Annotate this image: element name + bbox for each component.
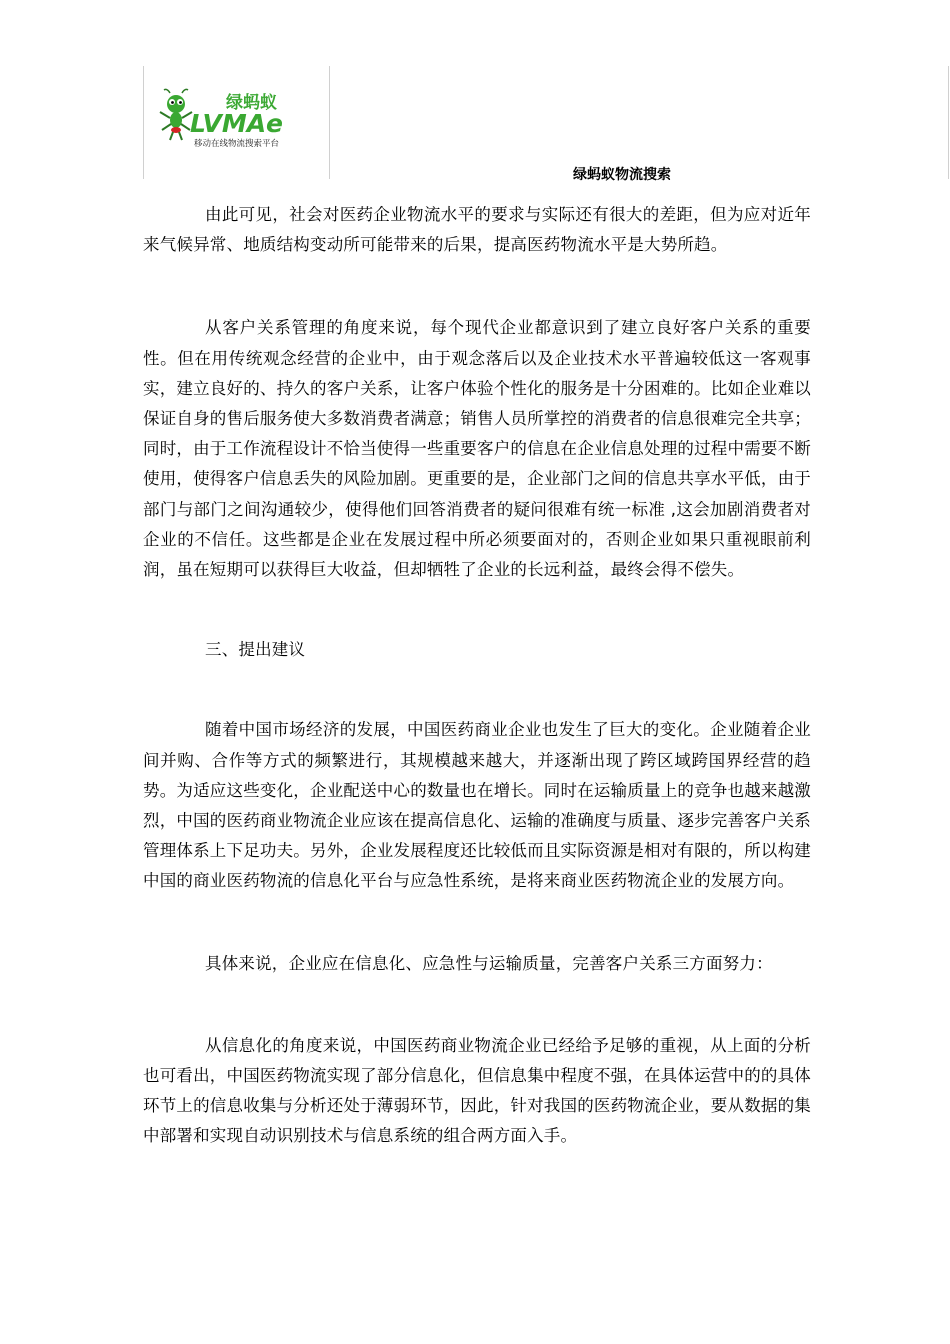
paragraph: 从客户关系管理的角度来说，每个现代企业都意识到了建立良好客户关系的重要性。但在用传统观念经营的企业中，由于观念落后以及企业技术水平普遍较低这一客观事实，建立良好的、持久的客户关系，让客户体验个性化的服务是十分困难的。比如企业难以保证自身的售后服务使大多数消费者满意；销售人员所掌控的消费者的信息很难完全共享；同时，由于工作流程设计不恰当使得一些重要客户的信息在企业信息处理的过程中需要不断使用，使得客户信息丢失的风险加剧。更重要的是，企业部门之间的信息共享水平低，由于部门与部门之间沟通较少，使得他们回答消费者的疑问很难有统一标准 ,这会加剧消费者对企业的不信任。这些都是企业在发展过程中所必须要面对的，否则企业如果只重视眼前利润，虽在短期可以获得巨大收益，但却牺牲了企业的长远利益，最终会得不偿失。	[143, 318, 811, 580]
paragraph: 由此可见，社会对医药企业物流水平的要求与实际还有很大的差距，但为应对近年来气候异常、地质结构变动所可能带来的后果，提高医药物流水平是大势所趋。	[143, 205, 811, 255]
paragraph: 随着中国市场经济的发展，中国医药商业企业也发生了巨大的变化。企业随着企业间并购、合作等方式的频繁进行，其规模越来越大，并逐渐出现了跨区域跨国界经营的趋势。为适应这些变化，企业配送中心的数量也在增长。同时在运输质量上的竞争也越来越激烈，中国的医药商业物流企业应该在提高信息化、运输的准确度与质量、逐步完善客户关系管理体系上下足功夫。另外，企业发展程度还比较低而且实际资源是相对有限的，所以构建中国的商业医药物流的信息化平台与应急性系统，是将来商业医药物流企业的发展方向。	[143, 720, 811, 891]
paragraph: 从信息化的角度来说，中国医药商业物流企业已经给予足够的重视，从上面的分析也可看出，中国医药物流实现了部分信息化，但信息集中程度不强，在具体运营中的的具体环节上的信息收集与分析还处于薄弱环节，因此，针对我国的医药物流企业，要从数据的集中部署和实现自动识别技术与信息系统的组合两方面入手。	[143, 1035, 811, 1146]
lvmae-logo	[156, 88, 324, 152]
logo-frame	[143, 66, 330, 179]
paragraph: 具体来说，企业应在信息化、应急性与运输质量，完善客户关系三方面努力：	[205, 953, 773, 973]
logo-brand-cn: 绿蚂蚁	[226, 93, 277, 113]
page-header	[143, 66, 949, 182]
logo-slogan: 移动在线物流搜索平台	[194, 139, 280, 149]
header-right-rule	[948, 66, 949, 179]
section-heading: 三、提出建议	[205, 640, 306, 660]
header-title: 绿蚂蚁物流搜索	[573, 167, 671, 183]
document-body	[143, 200, 811, 1152]
logo-brand-en: LVMAe	[190, 109, 284, 138]
ant-mascot-icon	[160, 89, 192, 140]
